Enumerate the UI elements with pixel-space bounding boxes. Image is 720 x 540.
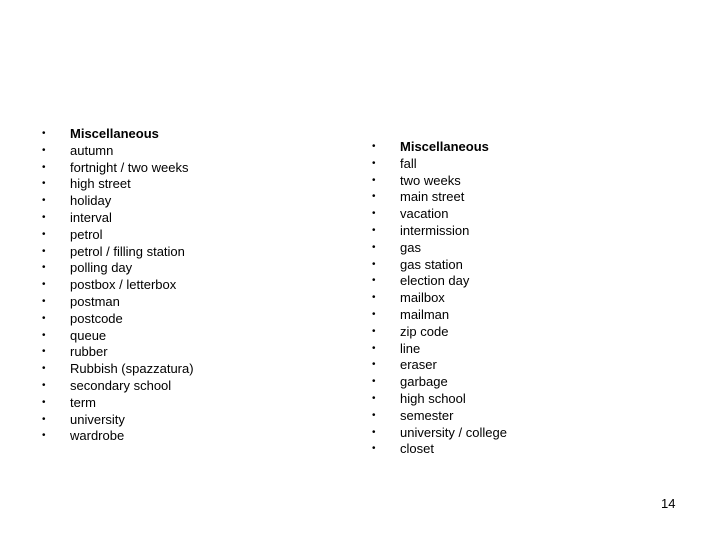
- list-item-text: high street: [70, 176, 131, 192]
- list-item-text: petrol: [70, 226, 103, 242]
- bullet-icon: •: [42, 161, 46, 173]
- list-item-text: gas: [400, 239, 421, 255]
- bullet-icon: •: [372, 359, 376, 371]
- list-item-text: vacation: [400, 206, 449, 222]
- list-item-text: fortnight / two weeks: [70, 159, 189, 175]
- bullet-icon: •: [372, 258, 376, 270]
- list-item-text: two weeks: [400, 172, 461, 188]
- list-item-text: Rubbish (spazzatura): [70, 361, 194, 377]
- bullet-icon: •: [42, 430, 46, 442]
- list-item-text: fall: [400, 155, 417, 171]
- page-number: 14: [661, 496, 676, 511]
- list-item-text: gas station: [400, 256, 463, 272]
- list-item-text: line: [400, 340, 421, 356]
- list-item-text: main street: [400, 189, 465, 205]
- list-item-text: university: [70, 411, 125, 427]
- list-item-text: eraser: [400, 357, 437, 373]
- list-item-text: Miscellaneous: [70, 126, 159, 141]
- bullet-icon: •: [372, 443, 376, 455]
- bullet-icon: •: [42, 279, 46, 291]
- bullet-icon: •: [42, 228, 46, 240]
- list-item-text: mailman: [400, 306, 450, 322]
- list-item-text: wardrobe: [70, 428, 125, 444]
- bullet-icon: •: [42, 211, 46, 223]
- list-item-text: closet: [400, 441, 434, 457]
- bullet-icon: •: [372, 157, 376, 169]
- list-item-text: postman: [70, 293, 120, 309]
- list-item-text: zip code: [400, 323, 449, 339]
- bullet-icon: •: [372, 292, 376, 304]
- list-item-text: polling day: [70, 260, 133, 276]
- bullet-icon: •: [42, 346, 46, 358]
- bullet-icon: •: [42, 363, 46, 375]
- bullet-icon: •: [42, 144, 46, 156]
- bullet-icon: •: [372, 241, 376, 253]
- list-item-text: autumn: [70, 142, 114, 158]
- list-item-text: university / college: [400, 424, 507, 440]
- bullet-icon: •: [42, 396, 46, 408]
- list-item-text: secondary school: [70, 377, 172, 393]
- list-item-text: petrol / filling station: [70, 243, 185, 259]
- list-item-text: queue: [70, 327, 107, 343]
- bullet-icon: •: [42, 178, 46, 190]
- bullet-icon: •: [372, 325, 376, 337]
- list-item-text: semester: [400, 407, 454, 423]
- bullet-icon: •: [42, 413, 46, 425]
- bullet-icon: •: [42, 295, 46, 307]
- bullet-icon: •: [42, 262, 46, 274]
- list-item-text: rubber: [70, 344, 108, 360]
- bullet-icon: •: [372, 392, 376, 404]
- list-item-text: postbox / letterbox: [70, 277, 177, 293]
- bullet-icon: •: [372, 174, 376, 186]
- list-item-text: high school: [400, 390, 466, 406]
- bullet-icon: •: [372, 208, 376, 220]
- bullet-icon: •: [42, 195, 46, 207]
- bullet-icon: •: [42, 312, 46, 324]
- bullet-icon: •: [372, 308, 376, 320]
- list-item-text: term: [70, 394, 96, 410]
- list-item-text: intermission: [400, 222, 470, 238]
- list-item-text: election day: [400, 273, 470, 289]
- list-item-text: holiday: [70, 193, 112, 209]
- list-item-text: garbage: [400, 374, 448, 390]
- bullet-icon: •: [372, 342, 376, 354]
- bullet-icon: •: [372, 409, 376, 421]
- bullet-icon: •: [372, 376, 376, 388]
- bullet-icon: •: [42, 329, 46, 341]
- list-item-text: Miscellaneous: [400, 139, 489, 154]
- bullet-icon: •: [372, 141, 376, 152]
- bullet-icon: •: [42, 128, 46, 139]
- list-item-text: mailbox: [400, 290, 445, 306]
- list-item-text: postcode: [70, 310, 123, 326]
- bullet-icon: •: [42, 245, 46, 257]
- bullet-icon: •: [372, 191, 376, 203]
- bullet-icon: •: [372, 426, 376, 438]
- list-item-text: interval: [70, 209, 112, 225]
- bullet-icon: •: [42, 379, 46, 391]
- bullet-icon: •: [372, 275, 376, 287]
- bullet-icon: •: [372, 224, 376, 236]
